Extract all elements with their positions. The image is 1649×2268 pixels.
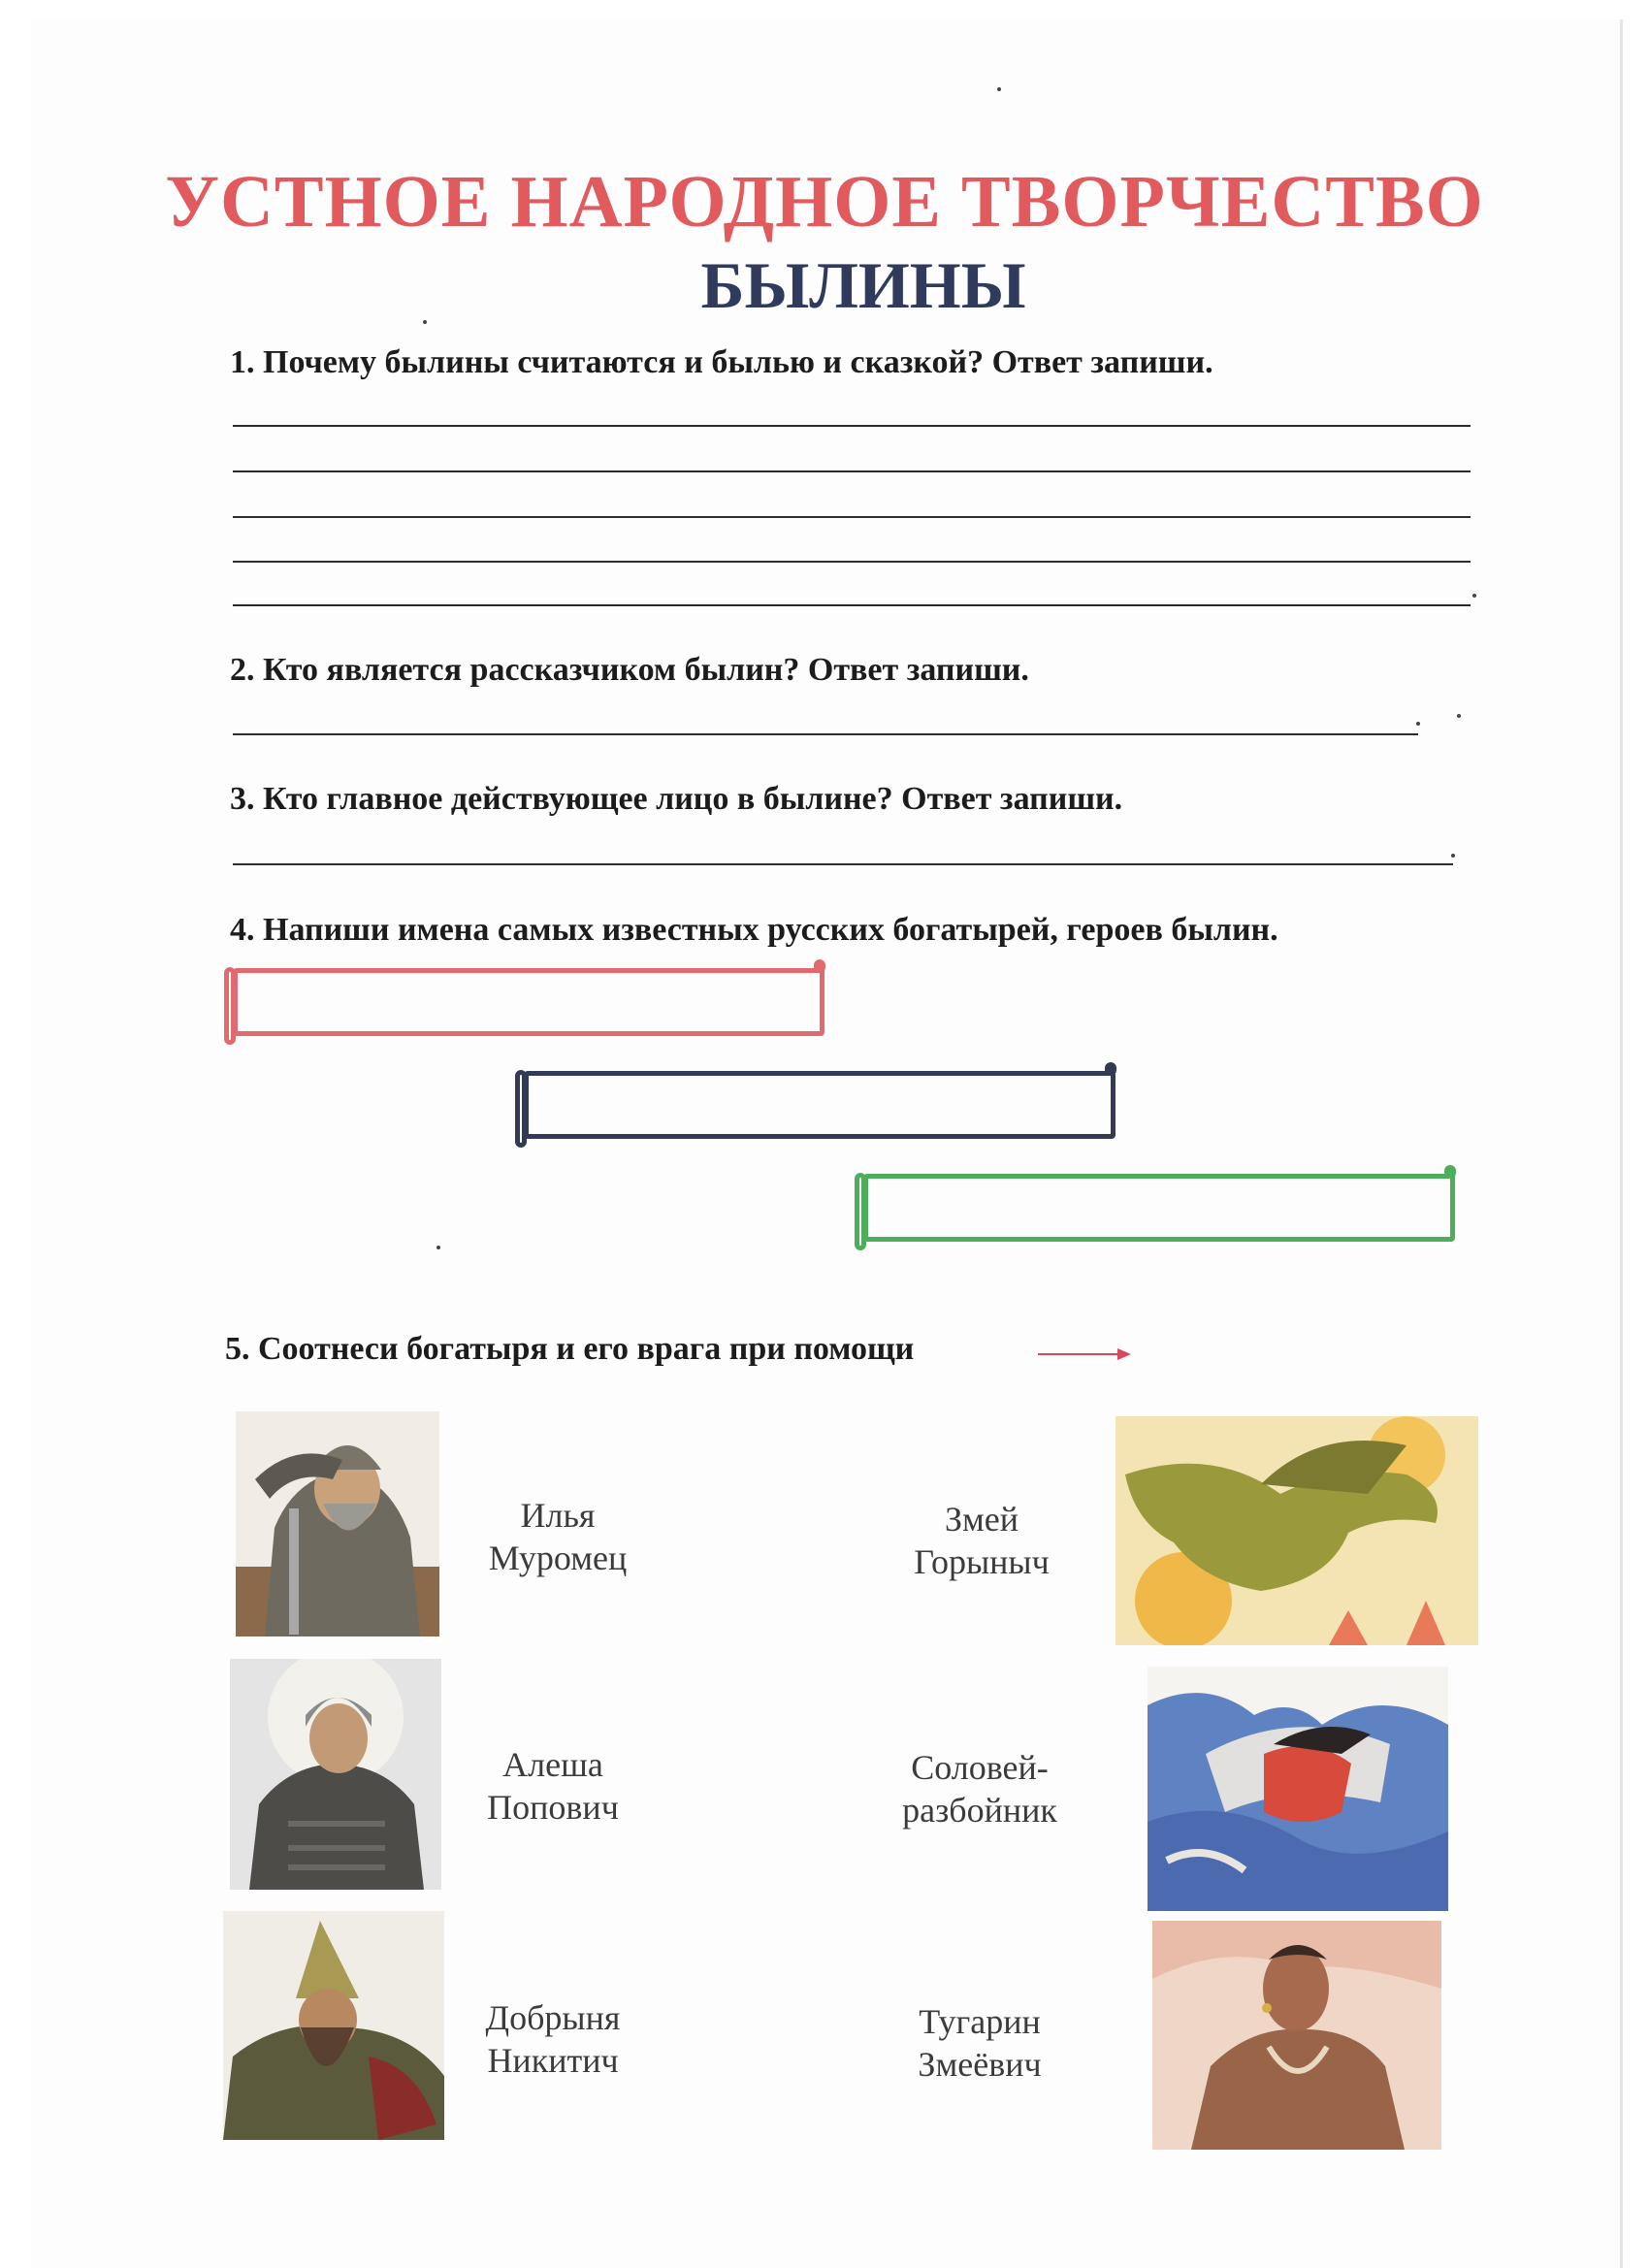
hero-name-ilya[interactable]: Илья Муромец xyxy=(488,1496,628,1577)
scan-speck xyxy=(436,1246,440,1249)
hero-dobrynya-portrait xyxy=(223,1911,444,2140)
name-scroll-green[interactable] xyxy=(863,1174,1455,1242)
question-1: 1. Почему былины считаются и былью и сказкой? Ответ запиши. xyxy=(230,344,1213,380)
hero-alesha-portrait xyxy=(230,1659,441,1890)
question-2: 2. Кто является рассказчиком былин? Ответ запиши. xyxy=(230,652,1029,688)
enemy-name-solovey[interactable]: Соловей- разбойник xyxy=(902,1748,1057,1830)
hero-name-dobrynya[interactable]: Добрыня Никитич xyxy=(485,1998,621,2080)
scan-speck xyxy=(423,320,427,324)
answer-line[interactable] xyxy=(233,516,1471,518)
page-subtitle: БЫЛИНЫ xyxy=(700,248,1026,322)
enemy-name-tugarin[interactable]: Тугарин Змеёвич xyxy=(918,2002,1042,2084)
scan-speck xyxy=(1416,722,1420,726)
answer-line[interactable] xyxy=(233,733,1418,735)
scan-speck xyxy=(1457,714,1461,718)
answer-line[interactable] xyxy=(233,863,1453,865)
arrow-icon xyxy=(1036,1345,1133,1364)
question-5: 5. Соотнеси богатыря и его врага при помощи xyxy=(225,1331,915,1367)
solovey-portrait xyxy=(1148,1667,1448,1911)
answer-line[interactable] xyxy=(233,604,1471,606)
question-4: 4. Напиши имена самых известных русских богатырей, героев былин. xyxy=(230,912,1278,948)
answer-line[interactable] xyxy=(233,470,1471,472)
page-title: УСТНОЕ НАРОДНОЕ ТВОРЧЕСТВО xyxy=(165,161,1484,243)
dragon-portrait xyxy=(1116,1416,1478,1645)
name-scroll-navy[interactable] xyxy=(524,1071,1116,1139)
question-3: 3. Кто главное действующее лицо в былине? Ответ запиши. xyxy=(230,781,1123,817)
tugarin-portrait xyxy=(1152,1921,1441,2150)
scan-speck xyxy=(1472,594,1476,598)
hero-name-alesha[interactable]: Алеша Попович xyxy=(487,1745,619,1827)
answer-line[interactable] xyxy=(233,425,1471,427)
enemy-name-zmey[interactable]: Змей Горыныч xyxy=(914,1500,1050,1581)
scan-speck xyxy=(997,87,1001,91)
name-scroll-red[interactable] xyxy=(233,968,824,1036)
scan-speck xyxy=(1451,854,1455,858)
answer-line[interactable] xyxy=(233,561,1471,563)
hero-ilya-portrait xyxy=(236,1411,439,1636)
